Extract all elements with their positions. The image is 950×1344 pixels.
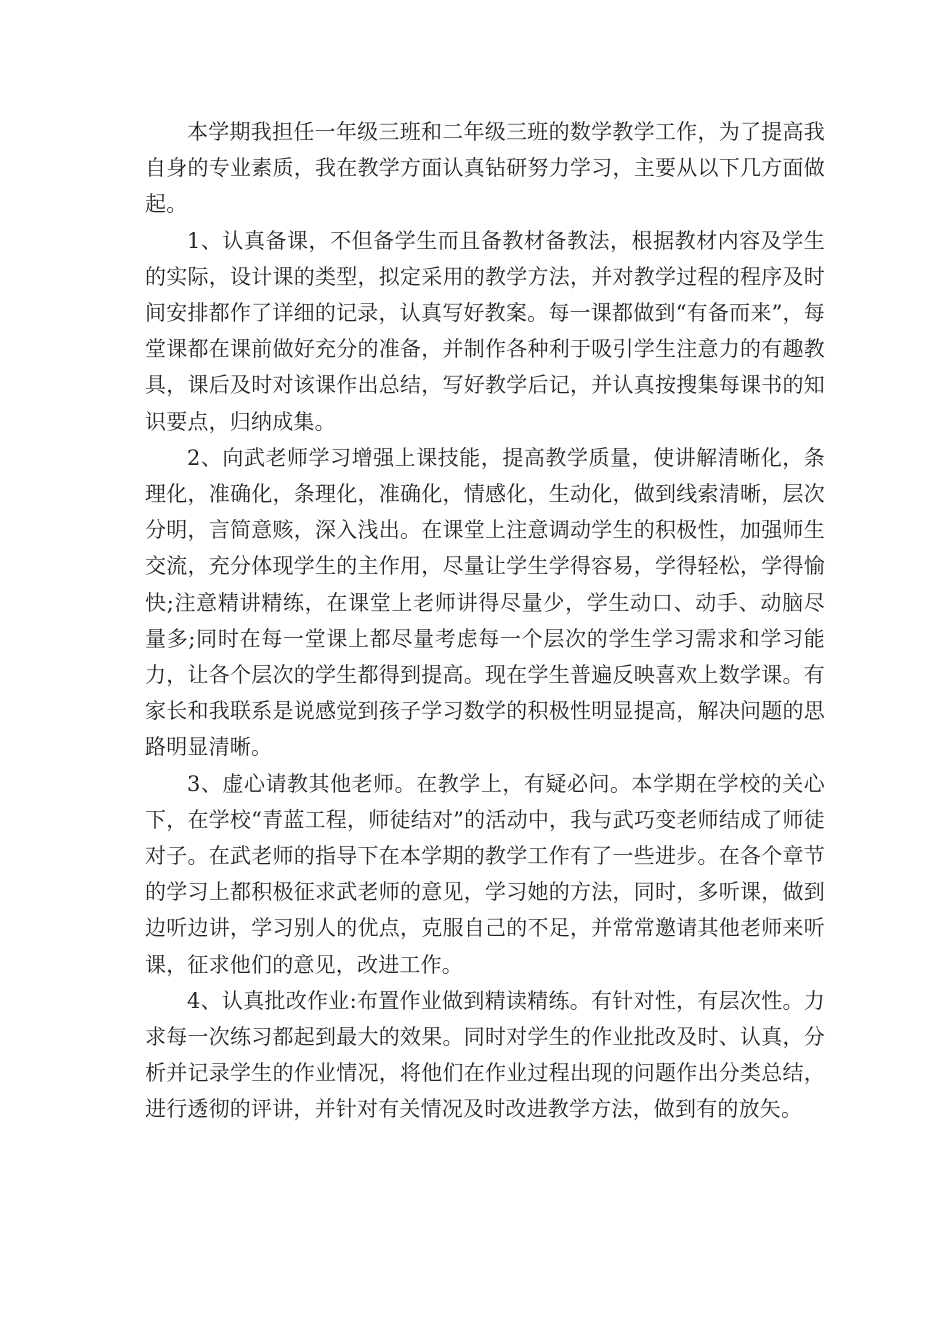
paragraph-consult-teachers: 3、虚心请教其他老师。在教学上，有疑必问。本学期在学校的关心下，在学校“青蓝工程，师徒结对”的活动中，我与武巧变老师结成了师徒对子。在武老师的指导下在本学期的教学工作有了一些进步。在各个章节的学习上都积极征求武老师的意见，学习她的方法，同时，多听课，做到边听边讲，学习别人的优点，克服自己的不足，并常常邀请其他老师来听课，征求他们的意见，改进工作。 bbox=[145, 771, 825, 977]
document-body bbox=[145, 114, 825, 1128]
paragraph-homework-correction: 4、认真批改作业:布置作业做到精读精练。有针对性，有层次性。力求每一次练习都起到最大的效果。同时对学生的作业批改及时、认真，分析并记录学生的作业情况，将他们在作业过程出现的问题作出分类总结，进行透彻的评讲，并针对有关情况及时改进教学方法，做到有的放矢。 bbox=[145, 988, 825, 1122]
intro-paragraph: 本学期我担任一年级三班和二年级三班的数学教学工作，为了提高我自身的专业素质，我在教学方面认真钻研努力学习，主要从以下几方面做起。 bbox=[145, 120, 825, 217]
paragraph-lesson-preparation: 1、认真备课，不但备学生而且备教材备教法，根据教材内容及学生的实际，设计课的类型，拟定采用的教学方法，并对教学过程的程序及时间安排都作了详细的记录，认真写好教案。每一课都做到“有备而来”，每堂课都在课前做好充分的准备，并制作各种利于吸引学生注意力的有趣教具，课后及时对该课作出总结，写好教学后记，并认真按搜集每课书的知识要点，归纳成集。 bbox=[145, 228, 825, 434]
paragraph-teaching-skills: 2、向武老师学习增强上课技能，提高教学质量，使讲解清晰化，条理化，准确化，条理化，准确化，情感化，生动化，做到线索清晰，层次分明，言简意赅，深入浅出。在课堂上注意调动学生的积极性，加强师生交流，充分体现学生的主作用，尽量让学生学得容易，学得轻松，学得愉快;注意精讲精练，在课堂上老师讲得尽量少，学生动口、动手、动脑尽量多;同时在每一堂课上都尽量考虑每一个层次的学生学习需求和学习能力，让各个层次的学生都得到提高。现在学生普遍反映喜欢上数学课。有家长和我联系是说感觉到孩子学习数学的积极性明显提高，解决问题的思路明显清晰。 bbox=[145, 445, 825, 760]
